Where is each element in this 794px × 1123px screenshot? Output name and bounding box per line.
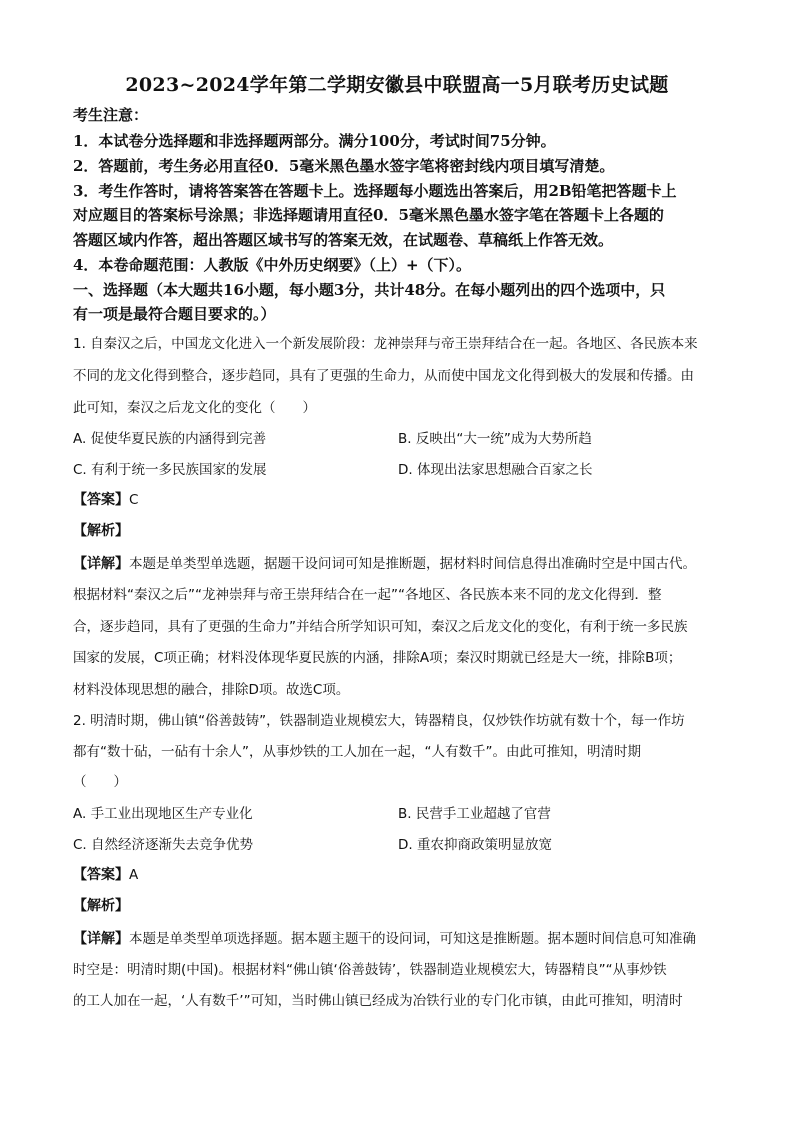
detail-text: 本题是单类型单选题，据题干设问词可知是推断题，据材料时间信息得出准确时空是中国古代。 — [129, 556, 696, 572]
q2-stem-line: 2. 明清时期，佛山镇“俗善鼓铸”，铁器制造业规模宏大，铸器精良，仅炒铁作坊就有数十个，每一作坊 — [73, 713, 685, 729]
q2-analysis-tag: 【解析】 — [73, 898, 129, 914]
q1-analysis-tag: 【解析】 — [73, 523, 129, 539]
q1-detail-line: 根据材料“秦汉之后”“龙神崇拜与帝王崇拜结合在一起”“各地区、各民族本来不同的龙文化得到．整 — [73, 587, 662, 603]
answer-value: C — [129, 492, 139, 508]
q1-answer — [73, 489, 138, 509]
notice-item: 4．本卷命题范围：人教版《中外历史纲要》（上）+（下）。 — [73, 256, 472, 274]
q2-option-c: C. 自然经济逐渐失去竞争优势 — [73, 837, 254, 853]
q2-option-b: B. 民营手工业超越了官营 — [398, 806, 551, 822]
notice-heading: 考生注意： — [73, 106, 149, 124]
q1-option-c: C. 有利于统一多民族国家的发展 — [73, 462, 267, 478]
q1-detail-line: 材料没体现思想的融合，排除D项。故选C项。 — [73, 682, 350, 698]
page-title: 2023~2024学年第二学期安徽县中联盟高一5月联考历史试题 — [125, 74, 669, 96]
q1-stem-line: 此可知，秦汉之后龙文化的变化（ ） — [73, 400, 316, 416]
answer-value: A — [129, 867, 139, 883]
notice-item: 对应题目的答案标号涂黑；非选择题请用直径0．5毫米黑色墨水签字笔在答题卡上各题的 — [73, 206, 664, 224]
q1-detail-line: 合，逐步趋同，具有了更强的生命力”并结合所学知识可知，秦汉之后龙文化的变化，有利于统一多民族 — [73, 619, 688, 635]
q2-stem-line: 都有“数十砧，一砧有十余人”，从事炒铁的工人加在一起，“人有数千”。由此可推知，明清时期 — [73, 744, 641, 760]
q1-stem-line: 不同的龙文化得到整合，逐步趋同，具有了更强的生命力，从而使中国龙文化得到极大的发展和传播。由 — [73, 368, 694, 384]
notice-item: 3．考生作答时，请将答案答在答题卡上。选择题每小题选出答案后，用2B铅笔把答题卡上 — [73, 182, 677, 200]
notice-item: 答题区域内作答，超出答题区域书写的答案无效，在试题卷、草稿纸上作答无效。 — [73, 231, 614, 249]
q1-detail-line: 国家的发展，C项正确；材料没体现华夏民族的内涵，排除A项；秦汉时期就已经是大一统，排除B项； — [73, 650, 682, 666]
q2-option-a: A. 手工业出现地区生产专业化 — [73, 806, 253, 822]
q2-detail-line: 的工人加在一起，‘人有数千’”可知，当时佛山镇已经成为冶铁行业的专门化市镇，由此可推知，明清时 — [73, 993, 683, 1009]
q2-detail-line: 时空是：明清时期(中国)。根据材料“佛山镇‘俗善鼓铸’，铁器制造业规模宏大，铸器精良”“从事炒铁 — [73, 962, 667, 978]
detail-tag: 【详解】 — [73, 931, 129, 947]
q1-option-a: A. 促使华夏民族的内涵得到完善 — [73, 431, 267, 447]
q1-option-b: B. 反映出“大一统”成为大势所趋 — [398, 431, 592, 447]
answer-tag: 【答案】 — [73, 867, 129, 883]
q2-detail-line — [73, 927, 696, 948]
q2-option-d: D. 重农抑商政策明显放宽 — [398, 837, 552, 853]
section-heading-cont: 有一项是最符合题目要求的。） — [73, 305, 276, 323]
q2-answer — [73, 864, 138, 884]
q1-detail-line — [73, 552, 696, 573]
q2-stem-line: （ ） — [73, 774, 127, 790]
answer-tag: 【答案】 — [73, 492, 129, 508]
detail-text: 本题是单类型单项选择题。据本题主题干的设问词，可知这是推断题。据本题时间信息可知准确 — [129, 931, 696, 947]
notice-item: 1．本试卷分选择题和非选择题两部分。满分100分，考试时间75分钟。 — [73, 132, 556, 150]
section-heading: 一、选择题（本大题共16小题，每小题3分，共计48分。在每小题列出的四个选项中，只 — [73, 281, 666, 299]
q1-stem-line: 1. 自秦汉之后，中国龙文化进入一个新发展阶段：龙神崇拜与帝王崇拜结合在一起。各地区、各民族本来 — [73, 336, 698, 352]
detail-tag: 【详解】 — [73, 556, 129, 572]
notice-item: 2．答题前，考生务必用直径0．5毫米黑色墨水签字笔将密封线内项目填写清楚。 — [73, 157, 615, 175]
q1-option-d: D. 体现出法家思想融合百家之长 — [398, 462, 593, 478]
